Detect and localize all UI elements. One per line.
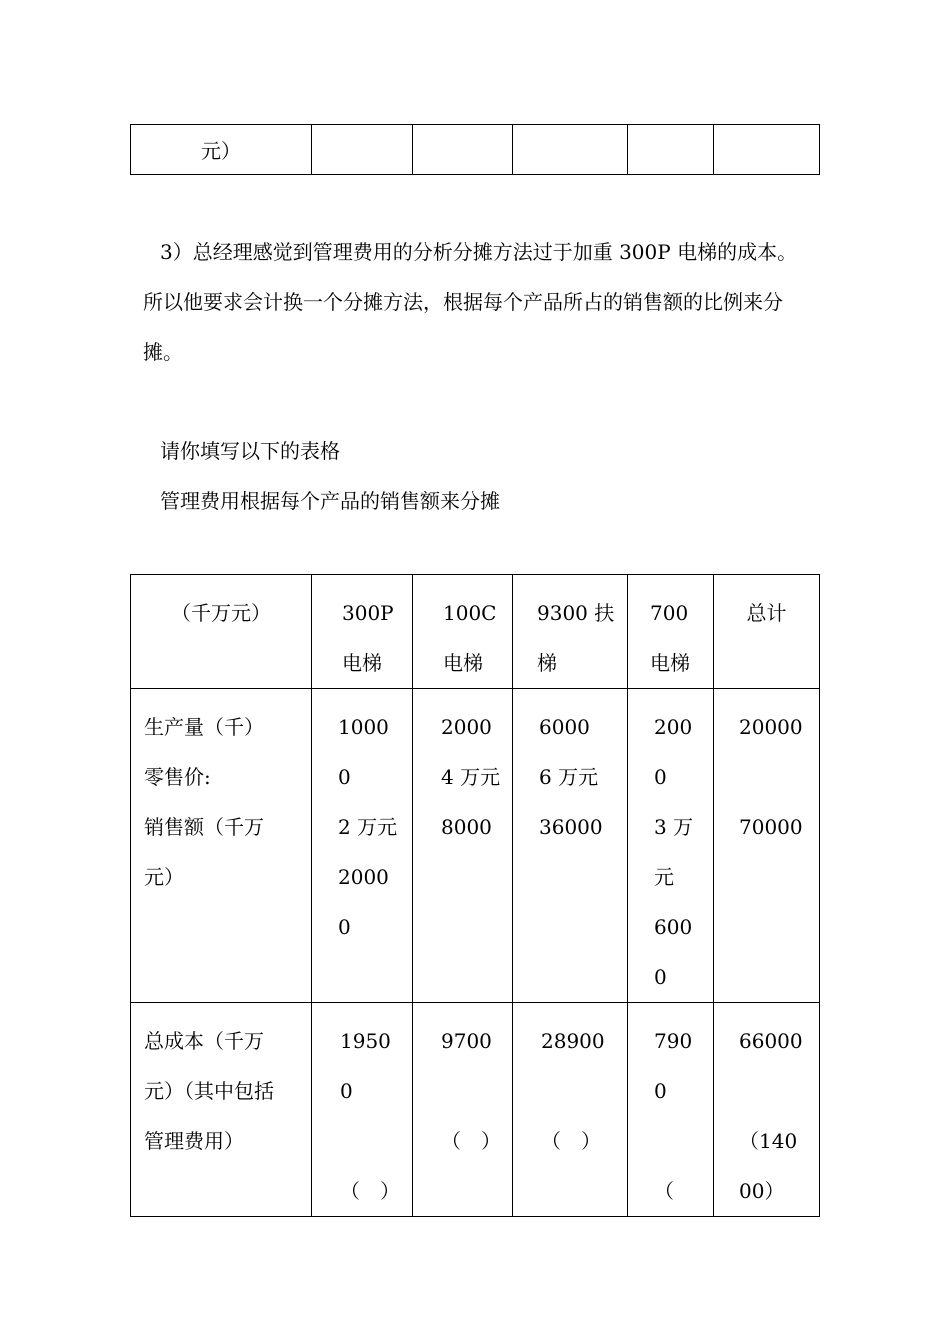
instruction-text: 请你填写以下的表格: [160, 439, 340, 463]
data-cell: 2000 4 万元 8000: [413, 689, 513, 1003]
top-table-empty-cell: [413, 125, 513, 175]
top-table-label-cell: [131, 125, 312, 175]
top-table-empty-cell: [312, 125, 413, 175]
table-row: [131, 1003, 820, 1217]
data-cell: 790 0 （: [628, 1003, 714, 1217]
header-cell: 100C 电梯: [413, 575, 513, 689]
question-text: 3）总经理感觉到管理费用的分析分摊方法过于加重 300P 电梯的成本。所以他要求会计换一个分摊方法，根据每个产品所占的销售额的比例来分摊。: [143, 240, 798, 364]
table-title: 管理费用根据每个产品的销售额来分摊: [160, 489, 500, 513]
data-cell: 1950 0 （ ）: [312, 1003, 413, 1217]
header-cell: 700 电梯: [628, 575, 714, 689]
top-table: [130, 124, 820, 175]
header-row: [131, 575, 820, 689]
data-cell: 1000 0 2 万元 2000 0: [312, 689, 413, 1003]
data-cell: 6000 6 万元 36000: [513, 689, 628, 1003]
row-label-cell: 总成本（千万 元）（其中包括 管理费用）: [131, 1003, 312, 1217]
main-table: [130, 574, 820, 1217]
row-label-cell: 生产量（千） 零售价: 销售额（千万 元）: [131, 689, 312, 1003]
top-table-label: 元）: [201, 139, 241, 163]
header-cell: 9300 扶 梯: [513, 575, 628, 689]
data-cell: 20000 70000: [714, 689, 820, 1003]
top-table-empty-cell: [714, 125, 820, 175]
header-cell: 300P 电梯: [312, 575, 413, 689]
header-cell: 总计: [714, 575, 820, 689]
data-cell: 28900 （ ）: [513, 1003, 628, 1217]
question-paragraph: [143, 227, 813, 377]
data-cell: 200 0 3 万 元 600 0: [628, 689, 714, 1003]
top-table-empty-cell: [628, 125, 714, 175]
data-cell: 66000 （140 00）: [714, 1003, 820, 1217]
header-cell: （千万元）: [131, 575, 312, 689]
table-row: [131, 689, 820, 1003]
top-table-empty-cell: [513, 125, 628, 175]
data-cell: 9700 （ ）: [413, 1003, 513, 1217]
